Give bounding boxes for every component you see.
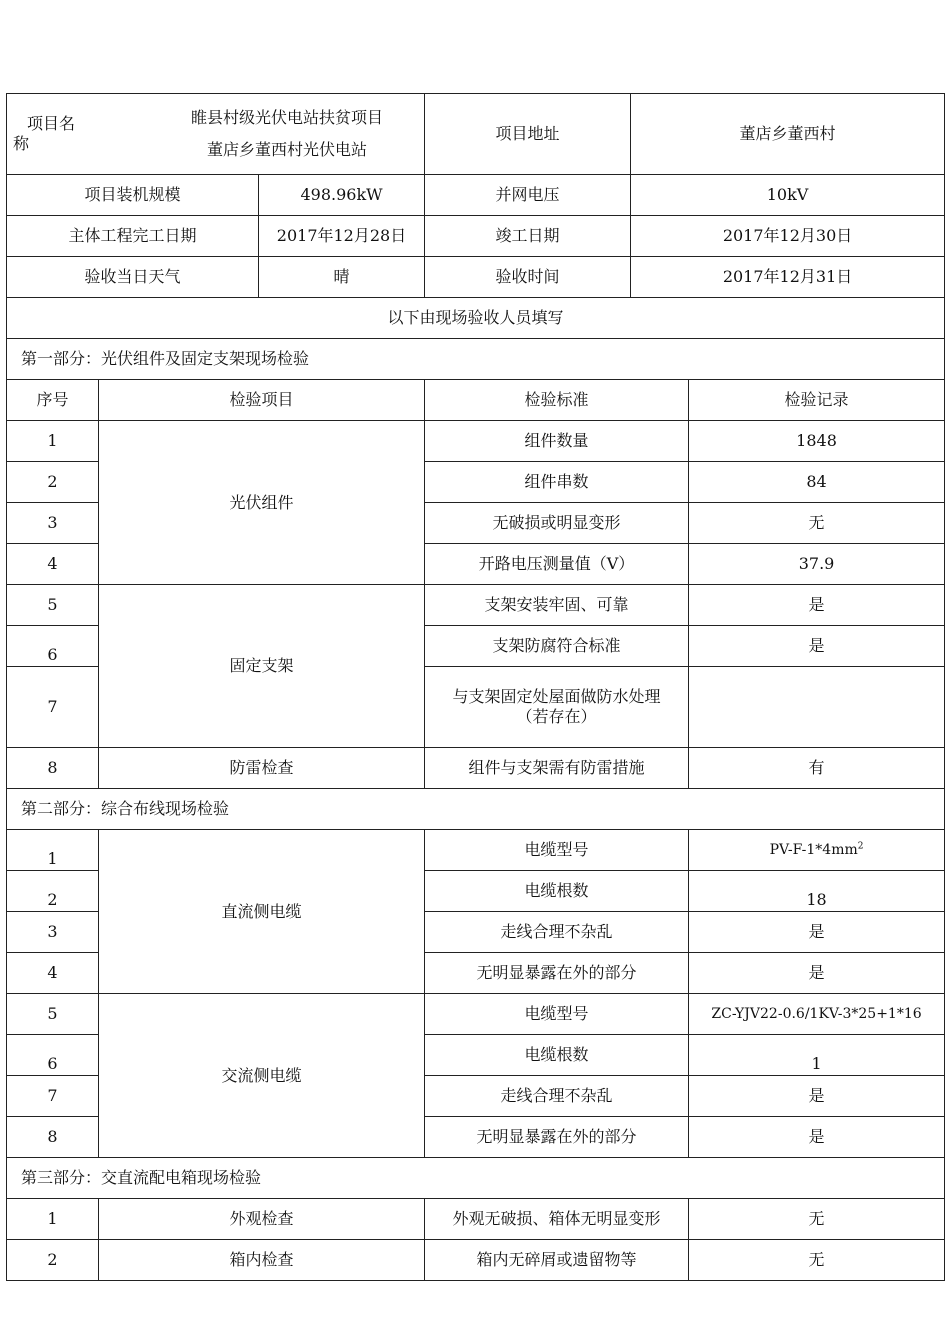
main-completion-label: 主体工程完工日期 bbox=[7, 216, 259, 257]
row-number: 2 bbox=[7, 462, 99, 503]
row-record: 1848 bbox=[689, 421, 945, 462]
group-ac-cable: 交流侧电缆 bbox=[99, 994, 425, 1158]
part3-title-row bbox=[7, 1158, 945, 1199]
row-standard: 走线合理不杂乱 bbox=[425, 1076, 689, 1117]
weather-value: 晴 bbox=[259, 257, 425, 298]
part3-title: 第三部分：交直流配电箱现场检验 bbox=[7, 1158, 945, 1199]
row-record: 18 bbox=[689, 871, 945, 912]
row-number: 6 bbox=[7, 1035, 99, 1076]
fill-note: 以下由现场验收人员填写 bbox=[7, 298, 945, 339]
table-row bbox=[7, 748, 945, 789]
row-record: 是 bbox=[689, 953, 945, 994]
main-completion-value: 2017年12月28日 bbox=[259, 216, 425, 257]
project-address-label: 项目地址 bbox=[425, 94, 631, 175]
row-standard: 箱内无碎屑或遗留物等 bbox=[425, 1240, 689, 1281]
row-standard: 组件串数 bbox=[425, 462, 689, 503]
table-row bbox=[7, 421, 945, 462]
row-record: $PV-F-1*4mm^2$ bbox=[689, 830, 945, 871]
row-standard: 开路电压测量值（V） bbox=[425, 544, 689, 585]
weather-label: 验收当日天气 bbox=[7, 257, 259, 298]
weather-row bbox=[7, 257, 945, 298]
row-standard: 无明显暴露在外的部分 bbox=[425, 1117, 689, 1158]
row-record: 是 bbox=[689, 1076, 945, 1117]
row-record: 1 bbox=[689, 1035, 945, 1076]
row-standard: 电缆型号 bbox=[425, 994, 689, 1035]
row-number: 7 bbox=[7, 1076, 99, 1117]
row-standard: 电缆根数 bbox=[425, 1035, 689, 1076]
part1-title-row bbox=[7, 339, 945, 380]
row-standard: 无破损或明显变形 bbox=[425, 503, 689, 544]
row-number: 2 bbox=[7, 871, 99, 912]
row-standard: 电缆根数 bbox=[425, 871, 689, 912]
row-number: 4 bbox=[7, 953, 99, 994]
group-pv-modules: 光伏组件 bbox=[99, 421, 425, 585]
row-number: 3 bbox=[7, 912, 99, 953]
row-number: 1 bbox=[7, 421, 99, 462]
table-row bbox=[7, 1199, 945, 1240]
completion-label: 竣工日期 bbox=[425, 216, 631, 257]
row-record: 有 bbox=[689, 748, 945, 789]
part1-title: 第一部分：光伏组件及固定支架现场检验 bbox=[7, 339, 945, 380]
project-name-cell bbox=[7, 94, 425, 175]
project-name-value: 睢县村级光伏电站扶贫项目 董店乡董西村光伏电站 bbox=[190, 108, 383, 159]
row-number: 8 bbox=[7, 748, 99, 789]
row-record: 是 bbox=[689, 912, 945, 953]
row-number: 5 bbox=[7, 994, 99, 1035]
table-row bbox=[7, 830, 945, 871]
group-dc-cable: 直流侧电缆 bbox=[99, 830, 425, 994]
completion-value: 2017年12月30日 bbox=[631, 216, 945, 257]
grid-voltage-label: 并网电压 bbox=[425, 175, 631, 216]
row-record: ZC-YJV22-0.6/1KV-3*25+1*16 bbox=[689, 994, 945, 1035]
row-standard: 无明显暴露在外的部分 bbox=[425, 953, 689, 994]
project-name-row bbox=[7, 94, 945, 175]
row-record: 是 bbox=[689, 585, 945, 626]
project-address-value: 董店乡董西村 bbox=[631, 94, 945, 175]
acceptance-form-table bbox=[6, 93, 945, 1281]
row-record bbox=[689, 667, 945, 748]
row-record: 37.9 bbox=[689, 544, 945, 585]
main-completion-row bbox=[7, 216, 945, 257]
row-standard: 组件与支架需有防雷措施 bbox=[425, 748, 689, 789]
table-row bbox=[7, 585, 945, 626]
part2-title: 第二部分：综合布线现场检验 bbox=[7, 789, 945, 830]
row-record: 是 bbox=[689, 626, 945, 667]
row-number: 5 bbox=[7, 585, 99, 626]
row-number: 4 bbox=[7, 544, 99, 585]
row-standard: 支架安装牢固、可靠 bbox=[425, 585, 689, 626]
row-standard: 外观无破损、箱体无明显变形 bbox=[425, 1199, 689, 1240]
column-header-item: 检验项目 bbox=[99, 380, 425, 421]
row-record: 是 bbox=[689, 1117, 945, 1158]
column-header-row bbox=[7, 380, 945, 421]
group-lightning-check: 防雷检查 bbox=[99, 748, 425, 789]
row-record: 无 bbox=[689, 1240, 945, 1281]
part2-title-row bbox=[7, 789, 945, 830]
row-record: 无 bbox=[689, 1199, 945, 1240]
row-standard: 电缆型号 bbox=[425, 830, 689, 871]
row-number: 8 bbox=[7, 1117, 99, 1158]
acceptance-time-value: 2017年12月31日 bbox=[631, 257, 945, 298]
row-record: 84 bbox=[689, 462, 945, 503]
row-number: 3 bbox=[7, 503, 99, 544]
capacity-label: 项目装机规模 bbox=[7, 175, 259, 216]
row-item: 外观检查 bbox=[99, 1199, 425, 1240]
capacity-row bbox=[7, 175, 945, 216]
row-standard: 与支架固定处屋面做防水处理 （若存在） bbox=[425, 667, 689, 748]
row-number: 2 bbox=[7, 1240, 99, 1281]
project-name-label: 项目名 称 bbox=[13, 114, 76, 153]
fill-note-row bbox=[7, 298, 945, 339]
acceptance-time-label: 验收时间 bbox=[425, 257, 631, 298]
row-standard: 支架防腐符合标准 bbox=[425, 626, 689, 667]
row-record: 无 bbox=[689, 503, 945, 544]
row-standard: 走线合理不杂乱 bbox=[425, 912, 689, 953]
table-row bbox=[7, 1240, 945, 1281]
row-number: 1 bbox=[7, 1199, 99, 1240]
row-number: 1 bbox=[7, 830, 99, 871]
row-number: 7 bbox=[7, 667, 99, 748]
grid-voltage-value: 10kV bbox=[631, 175, 945, 216]
table-row bbox=[7, 994, 945, 1035]
row-number: 6 bbox=[7, 626, 99, 667]
column-header-no: 序号 bbox=[7, 380, 99, 421]
column-header-record: 检验记录 bbox=[689, 380, 945, 421]
row-standard: 组件数量 bbox=[425, 421, 689, 462]
capacity-value: 498.96kW bbox=[259, 175, 425, 216]
group-fixed-bracket: 固定支架 bbox=[99, 585, 425, 748]
column-header-standard: 检验标准 bbox=[425, 380, 689, 421]
row-item: 箱内检查 bbox=[99, 1240, 425, 1281]
